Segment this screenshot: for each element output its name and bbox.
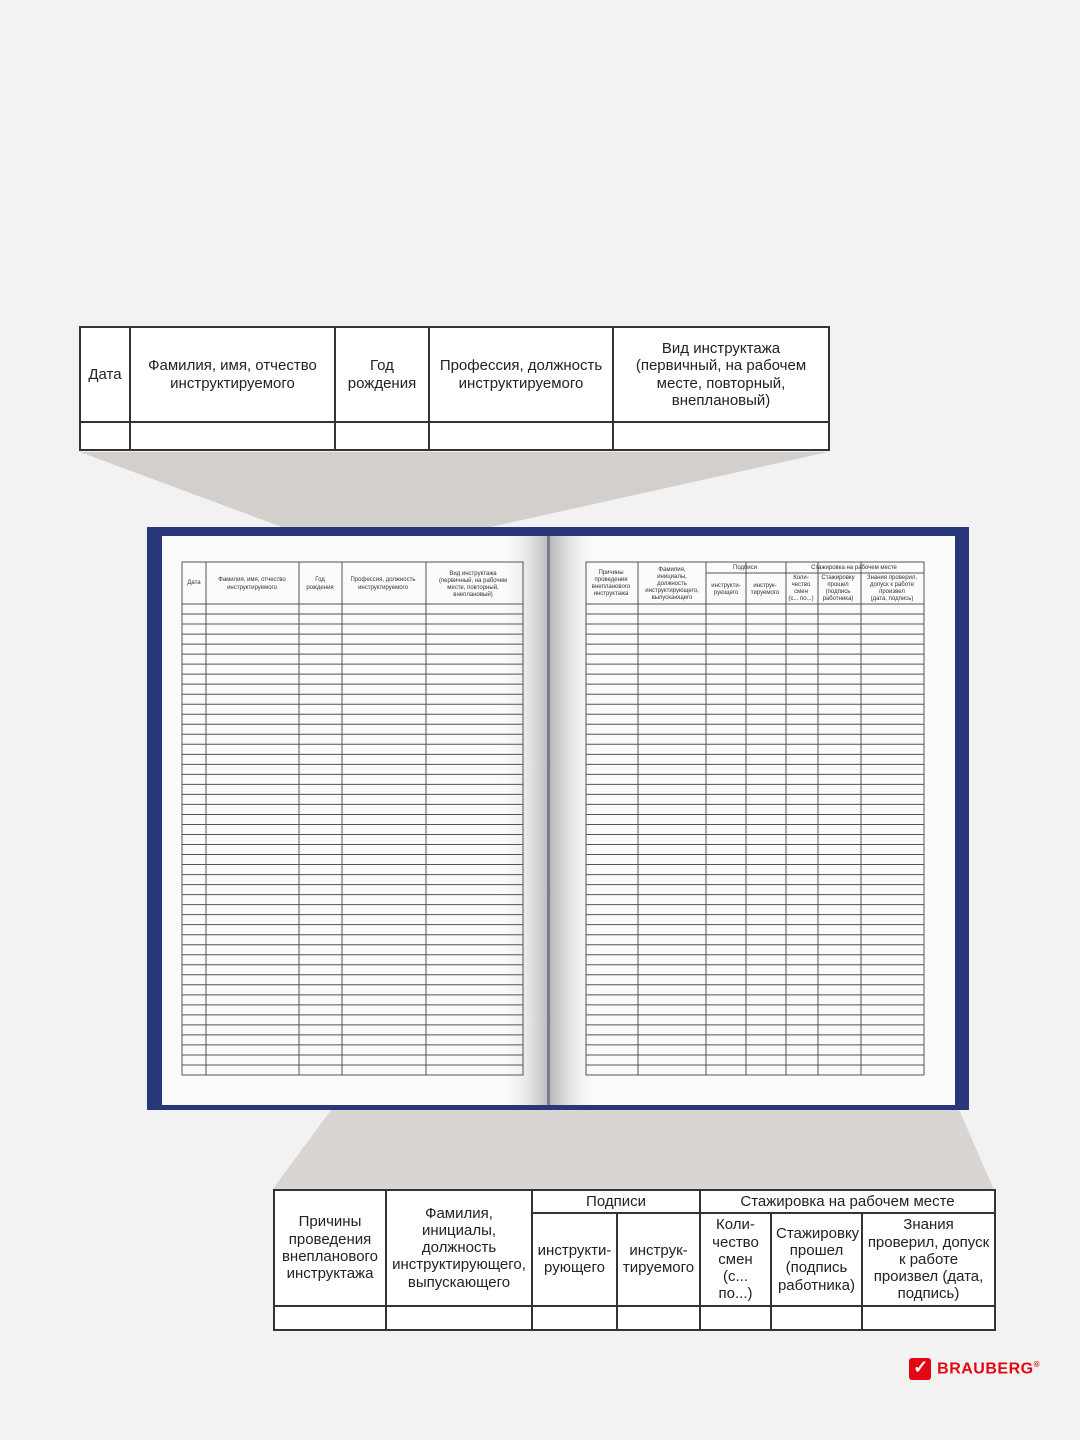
- svg-text:работника): работника): [822, 596, 854, 602]
- svg-text:допуск к работе: допуск к работе: [870, 582, 914, 588]
- top-callout-table: [79, 326, 830, 451]
- header-date: Дата: [80, 327, 130, 422]
- brand-logo: [909, 1358, 1040, 1380]
- svg-text:произвел: произвел: [879, 589, 905, 595]
- svg-text:смен: смен: [794, 589, 808, 595]
- subheader-knowledge-checked: Знания проверил, допуск к работе произвел (дата, подпись): [862, 1213, 995, 1305]
- header-birth-year: Год рождения: [335, 327, 429, 422]
- svg-text:Коли-: Коли-: [793, 575, 809, 581]
- mini-header-fio: Фамилия, имя, отчество: [218, 577, 286, 583]
- svg-text:инициалы,: инициалы,: [657, 574, 687, 580]
- svg-text:проведения: проведения: [594, 577, 628, 583]
- header-fio: Фамилия, имя, отчество инструктируемого: [130, 327, 335, 422]
- mini-header-date: Дата: [187, 580, 201, 586]
- subheader-internship-passed: Стажировку прошел (подпись работника): [771, 1213, 862, 1305]
- svg-text:Профессия, должность: Профессия, должность: [350, 577, 416, 583]
- book-spine-shadow: [500, 536, 600, 1105]
- svg-text:инструктирующего,: инструктирующего,: [645, 588, 699, 594]
- svg-text:рующего: рующего: [713, 590, 739, 596]
- header-profession: Профессия, должность инструктируемого: [429, 327, 613, 422]
- brand-mark: ®: [1033, 1359, 1040, 1369]
- svg-text:(подпись: (подпись: [825, 589, 851, 595]
- svg-text:выпускающего: выпускающего: [651, 595, 693, 601]
- svg-text:внеплановый): внеплановый): [453, 592, 493, 598]
- svg-text:тируемого: тируемого: [750, 590, 780, 596]
- svg-text:прошел: прошел: [827, 582, 849, 588]
- header-signatures: Подписи: [532, 1190, 700, 1213]
- subheader-instructor-signature: инструкти-рующего: [532, 1213, 617, 1305]
- svg-text:(первичный, на рабочем: (первичный, на рабочем: [438, 578, 508, 584]
- svg-text:Знания проверил,: Знания проверил,: [866, 575, 918, 581]
- header-reasons: Причины проведения внепланового инструктажа: [274, 1190, 386, 1306]
- svg-text:инструктируемого: инструктируемого: [358, 585, 408, 591]
- svg-text:(дата, подпись): (дата, подпись): [870, 596, 914, 602]
- header-instruction-type: Вид инструктажа (первичный, на рабочем месте, повторный, внеплановый): [613, 327, 829, 422]
- left-page: [162, 536, 547, 1105]
- svg-text:Подписи: Подписи: [733, 565, 757, 571]
- bottom-callout-table: [273, 1189, 996, 1331]
- svg-text:должность: должность: [657, 581, 687, 587]
- svg-text:Вид инструктажа: Вид инструктажа: [449, 571, 497, 577]
- svg-text:рождения: рождения: [306, 585, 334, 591]
- svg-text:Причины: Причины: [598, 570, 624, 576]
- svg-text:внепланового: внепланового: [591, 584, 631, 590]
- svg-text:Фамилия,: Фамилия,: [658, 567, 686, 573]
- subheader-shifts-count: Коли-чество смен (с... по...): [700, 1213, 771, 1305]
- svg-text:месте, повторный,: месте, повторный,: [447, 585, 499, 591]
- table-row: [80, 422, 829, 450]
- right-page: [550, 536, 955, 1105]
- header-internship: Стажировка на рабочем месте: [700, 1190, 995, 1213]
- svg-text:инструкти-: инструкти-: [711, 583, 741, 589]
- svg-text:чество: чество: [791, 582, 811, 588]
- svg-text:(с... по...): (с... по...): [788, 596, 814, 602]
- checkmark-icon: [909, 1358, 931, 1380]
- header-instructor: Фамилия, инициалы, должность инструктирующего, выпускающего: [386, 1190, 532, 1306]
- table-row: [274, 1306, 995, 1330]
- svg-text:Стажировку: Стажировку: [821, 575, 855, 581]
- svg-text:Стажировка на рабочем месте: Стажировка на рабочем месте: [811, 565, 897, 571]
- svg-text:инструктируемого: инструктируемого: [227, 585, 277, 591]
- svg-text:инструк-: инструк-: [753, 583, 777, 589]
- svg-text:Год: Год: [315, 577, 325, 583]
- brand-name: BRAUBERG: [937, 1360, 1034, 1378]
- subheader-trainee-signature: инструк-тируемого: [617, 1213, 700, 1305]
- svg-text:инструктажа: инструктажа: [593, 591, 629, 597]
